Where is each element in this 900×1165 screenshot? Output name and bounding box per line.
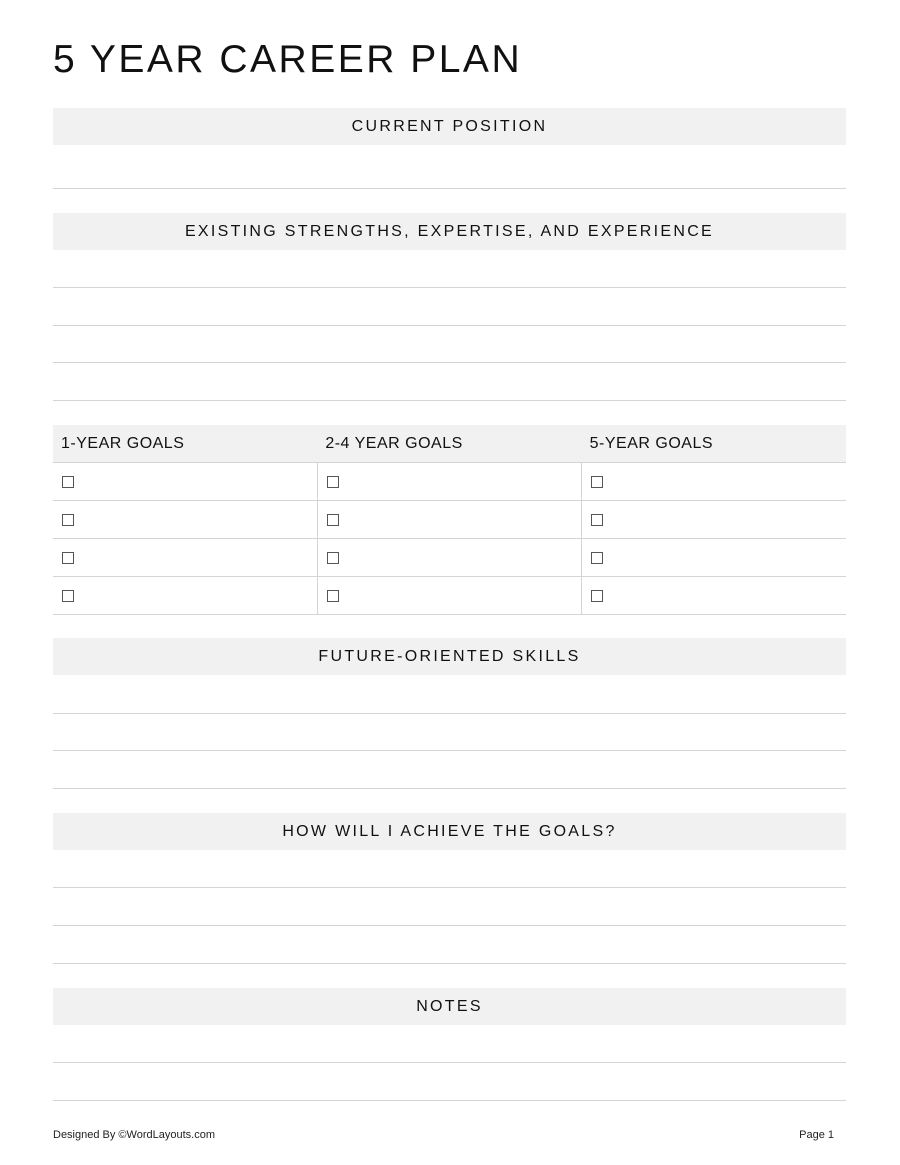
table-row (53, 577, 846, 615)
checkbox-icon[interactable] (591, 552, 603, 564)
write-line[interactable] (53, 287, 846, 288)
checkbox-icon[interactable] (591, 590, 603, 602)
goal-cell[interactable] (317, 577, 581, 615)
column-header-5-year: 5-YEAR GOALS (582, 425, 846, 463)
checkbox-icon[interactable] (327, 514, 339, 526)
checkbox-icon[interactable] (591, 476, 603, 488)
section-header-achieve-goals: HOW WILL I ACHIEVE THE GOALS? (53, 813, 846, 850)
checkbox-icon[interactable] (327, 552, 339, 564)
section-header-notes: NOTES (53, 988, 846, 1025)
checkbox-icon[interactable] (62, 514, 74, 526)
column-header-2-4-year: 2-4 YEAR GOALS (317, 425, 581, 463)
checkbox-icon[interactable] (327, 590, 339, 602)
write-line[interactable] (53, 188, 846, 189)
write-line[interactable] (53, 963, 846, 964)
goal-cell[interactable] (582, 539, 846, 577)
goal-cell[interactable] (53, 463, 317, 501)
section-header-current-position: CURRENT POSITION (53, 108, 846, 145)
write-line[interactable] (53, 1062, 846, 1063)
page-title: 5 YEAR CAREER PLAN (53, 38, 523, 81)
write-line[interactable] (53, 325, 846, 326)
checkbox-icon[interactable] (62, 552, 74, 564)
checkbox-icon[interactable] (327, 476, 339, 488)
page-number: Page 1 (799, 1129, 834, 1141)
write-line[interactable] (53, 925, 846, 926)
table-row (53, 501, 846, 539)
goal-cell[interactable] (53, 501, 317, 539)
goal-cell[interactable] (582, 501, 846, 539)
goal-cell[interactable] (53, 539, 317, 577)
table-row (53, 463, 846, 501)
goal-cell[interactable] (317, 463, 581, 501)
column-header-1-year: 1-YEAR GOALS (53, 425, 317, 463)
write-line[interactable] (53, 750, 846, 751)
goals-table (53, 425, 846, 615)
checkbox-icon[interactable] (591, 514, 603, 526)
write-line[interactable] (53, 887, 846, 888)
checkbox-icon[interactable] (62, 590, 74, 602)
table-row (53, 539, 846, 577)
write-line[interactable] (53, 1100, 846, 1101)
checkbox-icon[interactable] (62, 476, 74, 488)
write-line[interactable] (53, 788, 846, 789)
goal-cell[interactable] (582, 463, 846, 501)
section-header-future-skills: FUTURE-ORIENTED SKILLS (53, 638, 846, 675)
write-line[interactable] (53, 400, 846, 401)
goal-cell[interactable] (317, 501, 581, 539)
footer-credit: Designed By ©WordLayouts.com (53, 1129, 215, 1141)
goal-cell[interactable] (53, 577, 317, 615)
write-line[interactable] (53, 713, 846, 714)
section-header-strengths: EXISTING STRENGTHS, EXPERTISE, AND EXPERIENCE (53, 213, 846, 250)
goal-cell[interactable] (582, 577, 846, 615)
write-line[interactable] (53, 362, 846, 363)
goal-cell[interactable] (317, 539, 581, 577)
